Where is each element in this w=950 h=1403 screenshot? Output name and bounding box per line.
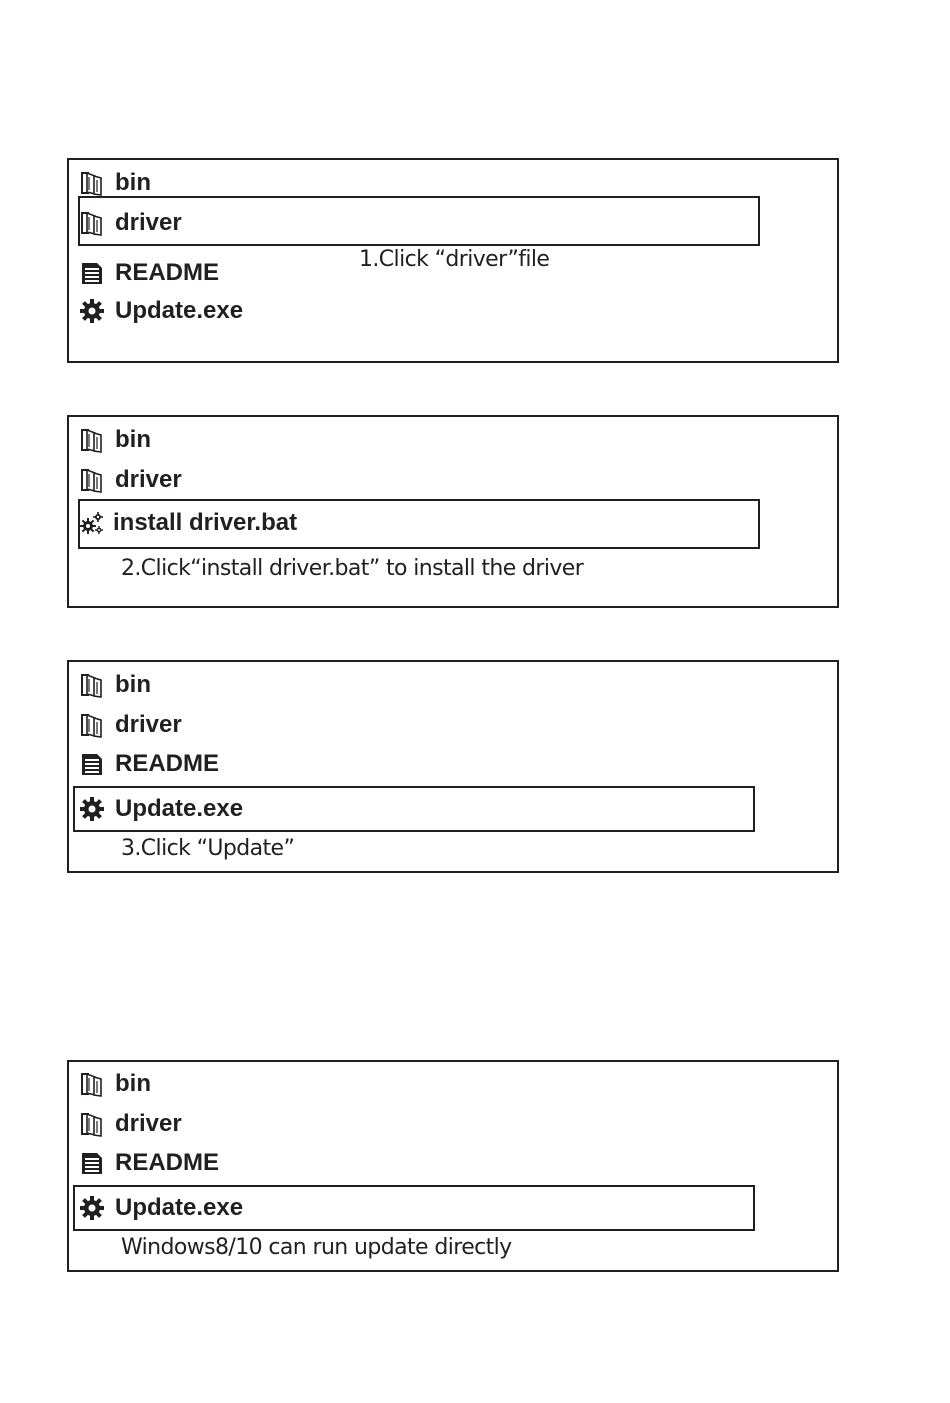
step-instruction: 2.Click“install driver.bat” to install the driver bbox=[121, 556, 584, 581]
file-label: driver bbox=[115, 711, 182, 738]
file-item-update[interactable] bbox=[79, 294, 243, 328]
file-label: bin bbox=[115, 169, 151, 196]
file-label: bin bbox=[115, 671, 151, 698]
file-item-driver[interactable] bbox=[79, 708, 182, 742]
folder-icon bbox=[79, 1071, 105, 1097]
file-label: install driver.bat bbox=[113, 509, 298, 536]
file-item-driver[interactable] bbox=[79, 1107, 182, 1141]
document-icon bbox=[79, 1150, 105, 1176]
document-icon bbox=[79, 260, 105, 286]
step1-panel bbox=[67, 158, 839, 363]
file-label: bin bbox=[115, 1070, 151, 1097]
highlight-box bbox=[73, 1185, 755, 1231]
document-icon bbox=[79, 751, 105, 777]
file-item-bin[interactable] bbox=[79, 166, 151, 200]
folder-icon bbox=[79, 427, 105, 453]
file-item-readme[interactable] bbox=[79, 256, 219, 290]
gear-icon bbox=[79, 298, 105, 324]
highlight-box bbox=[78, 499, 760, 549]
folder-icon bbox=[79, 1111, 105, 1137]
file-label: Update.exe bbox=[115, 1194, 244, 1221]
file-label: README bbox=[115, 259, 220, 286]
step2-panel bbox=[67, 415, 839, 608]
folder-icon bbox=[79, 467, 105, 493]
file-label: README bbox=[115, 750, 220, 777]
file-label: Update.exe bbox=[115, 297, 244, 324]
file-label: bin bbox=[115, 426, 151, 453]
file-item-readme[interactable] bbox=[79, 747, 219, 781]
file-item-bin[interactable] bbox=[79, 423, 151, 457]
file-label: README bbox=[115, 1149, 220, 1176]
file-label: driver bbox=[115, 466, 182, 493]
file-label: Update.exe bbox=[115, 795, 244, 822]
file-item-readme[interactable] bbox=[79, 1146, 219, 1180]
file-item-driver[interactable] bbox=[79, 463, 182, 497]
file-label: driver bbox=[115, 1110, 182, 1137]
step-instruction: 1.Click “driver”file bbox=[359, 247, 550, 272]
step4-panel bbox=[67, 1060, 839, 1272]
step-instruction: Windows8/10 can run update directly bbox=[121, 1235, 512, 1260]
folder-icon bbox=[79, 170, 105, 196]
highlight-box bbox=[78, 196, 760, 246]
step3-panel bbox=[67, 660, 839, 873]
highlight-box bbox=[73, 786, 755, 832]
step-instruction: 3.Click “Update” bbox=[121, 836, 295, 861]
file-item-bin[interactable] bbox=[79, 1067, 151, 1101]
file-label: driver bbox=[115, 209, 182, 236]
file-item-bin[interactable] bbox=[79, 668, 151, 702]
folder-icon bbox=[79, 712, 105, 738]
folder-icon bbox=[79, 672, 105, 698]
